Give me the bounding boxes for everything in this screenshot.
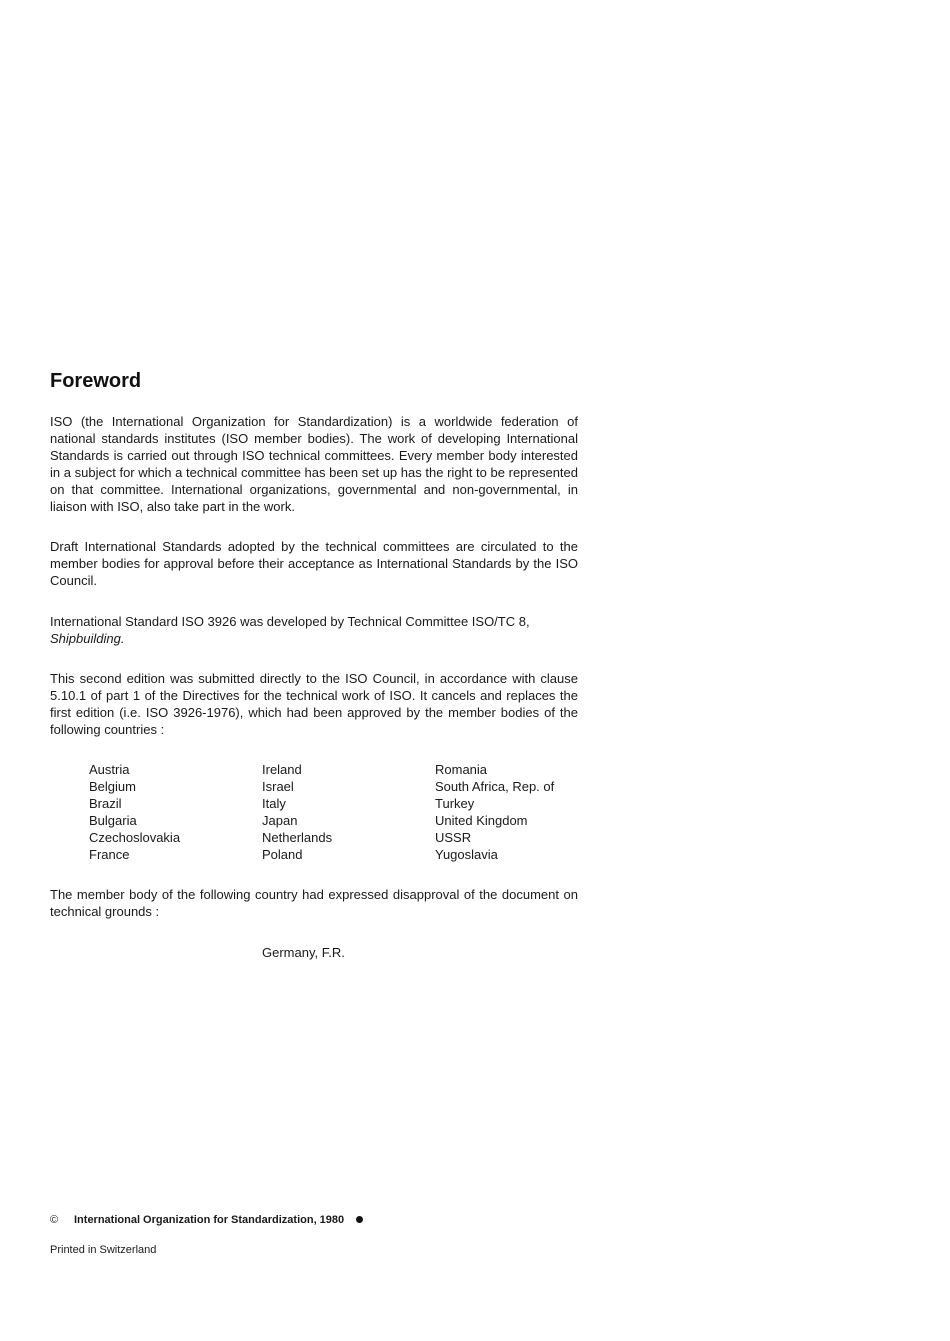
country-name: France xyxy=(89,847,130,862)
foreword-paragraph-iso-intro: ISO (the International Organization for Standardization) is a worldwide federation of national standards institutes (ISO member bodies). The work of developing International Standards is carried out through ISO technical committees. Every member body interested in a subject for which a technical committee has been set up has the right to be represented on that committee. International organizations, governmental and non-governmental, in liaison with ISO, also take part in the work. xyxy=(50,414,578,514)
country-list-column-3 xyxy=(435,761,554,863)
country-name: Czechoslovakia xyxy=(89,830,181,845)
developed-by-text: International Standard ISO 3926 was developed by Technical Committee ISO/TC 8, xyxy=(50,614,530,629)
country-name: USSR xyxy=(435,830,472,845)
printed-in-note: Printed in Switzerland xyxy=(50,1244,157,1256)
copyright-line xyxy=(50,1213,363,1228)
foreword-paragraph-disapproval: The member body of the following country had expressed disapproval of the document on technical grounds : xyxy=(50,887,578,919)
country-name: Yugoslavia xyxy=(435,847,498,862)
foreword-paragraph-second-edition: This second edition was submitted directly to the ISO Council, in accordance with clause 5.10.1 of part 1 of the Directives for the technical work of ISO. It cancels and replaces the first edition (i.e. ISO 3926-1976), which had been approved by the member bodies of the following countries : xyxy=(50,671,578,737)
country-list-column-2 xyxy=(262,761,332,863)
country-name: Italy xyxy=(262,796,286,811)
country-name: Romania xyxy=(435,762,488,777)
bullet-dot-icon xyxy=(356,1216,363,1223)
country-name: Netherlands xyxy=(262,830,333,845)
country-name: Israel xyxy=(262,779,294,794)
country-name: Ireland xyxy=(262,762,302,777)
country-name: Belgium xyxy=(89,779,136,794)
country-name: Brazil xyxy=(89,796,122,811)
foreword-paragraph-developed-by xyxy=(50,613,578,647)
disapproving-country: Germany, F.R. xyxy=(262,945,345,960)
foreword-heading: Foreword xyxy=(50,370,142,392)
country-name: United Kingdom xyxy=(435,813,528,828)
foreword-paragraph-draft-standards: Draft International Standards adopted by the technical committees are circulated to the member bodies for approval before their acceptance as International Standards by the ISO Council. xyxy=(50,539,578,588)
country-name: Poland xyxy=(262,847,303,862)
copyright-text: International Organization for Standardization, 1980 xyxy=(74,1214,345,1226)
country-name: Austria xyxy=(89,762,130,777)
country-name: Bulgaria xyxy=(89,813,137,828)
country-name: Turkey xyxy=(435,796,475,811)
country-list-column-1 xyxy=(89,761,180,863)
committee-name: Shipbuilding. xyxy=(50,631,125,646)
country-name: South Africa, Rep. of xyxy=(435,779,555,794)
copyright-icon: © xyxy=(50,1214,59,1226)
country-name: Japan xyxy=(262,813,298,828)
